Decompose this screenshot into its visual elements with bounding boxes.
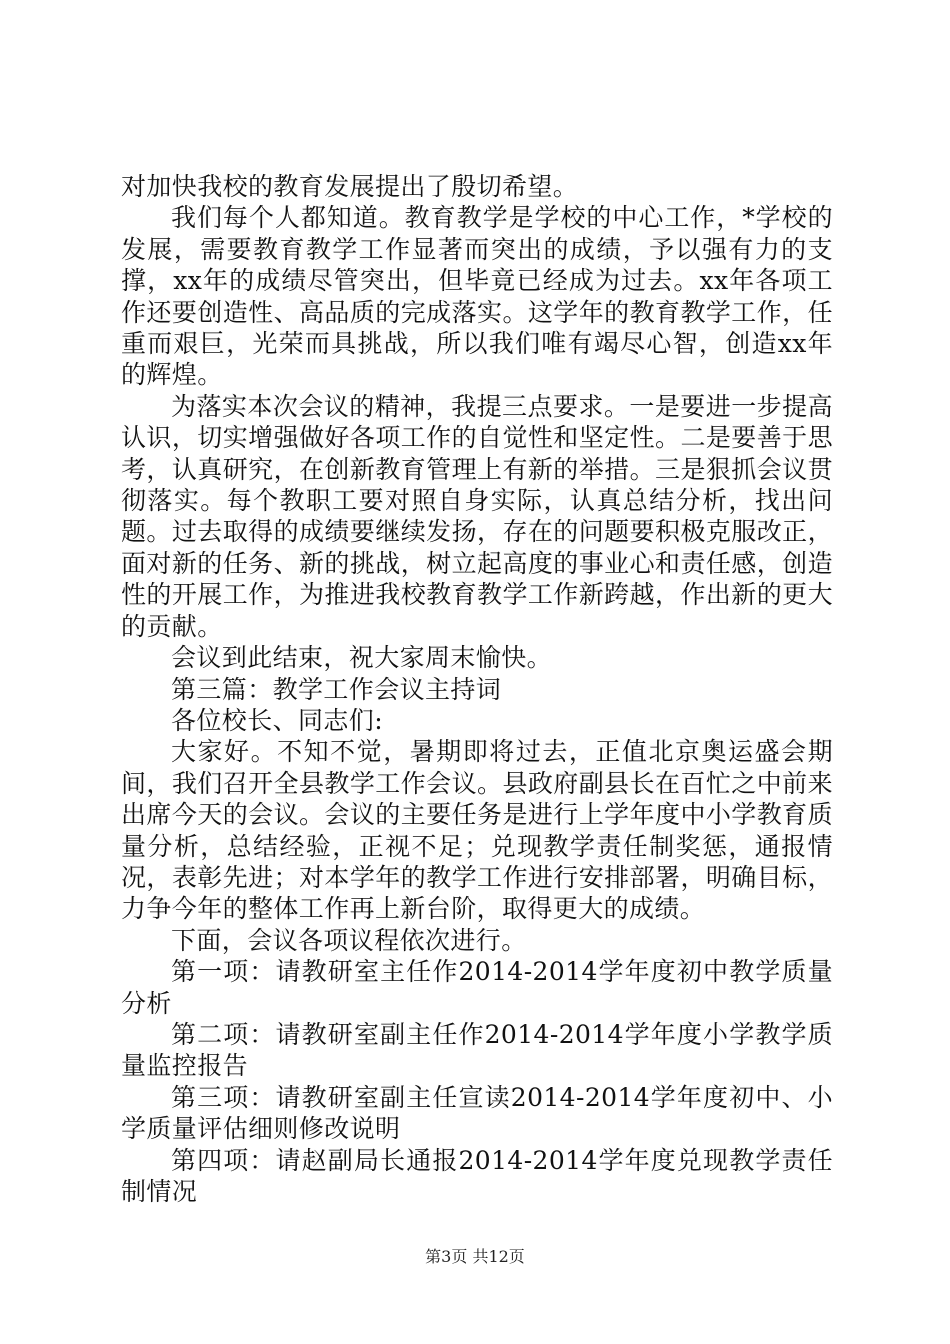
paragraph-1: 对加快我校的教育发展提出了殷切希望。 <box>121 172 579 201</box>
agenda-item-3: 第三项：请教研室副主任宣读2014-2014学年度初中、小学质量评估细则修改说明 <box>121 1082 833 1144</box>
paragraph-8: 下面，会议各项议程依次进行。 <box>171 925 527 955</box>
agenda-item-2: 第二项：请教研室副主任作2014-2014学年度小学教学质量监控报告 <box>121 1019 833 1081</box>
paragraph-2: 我们每个人都知道。教育教学是学校的中心工作，*学校的发展，需要教育教学工作显著而突出的成绩，予以强有力的支撑，xx年的成绩尽管突出，但毕竟已经成为过去。xx年各项工作还要创造性、高品质的完成落实。这学年的教育教学工作，任重而艰巨，光荣而具挑战，所以我们唯有竭尽心智，创造xx年的辉煌。 <box>121 203 833 390</box>
agenda-item-1: 第一项：请教研室主任作2014-2014学年度初中教学质量分析 <box>121 957 833 1018</box>
paragraph-7: 大家好。不知不觉，暑期即将过去，正值北京奥运盛会期间，我们召开全县教学工作会议。县政府副县长在百忙之中前来出席今天的会议。会议的主要任务是进行上学年度中小学教育质量分析，总结经验，正视不足；兑现教学责任制奖惩，通报情况，表彰先进；对本学年的教学工作进行安排部署，明确目标，力争今年的整体工作再上新台阶，取得更大的成绩。 <box>121 737 833 924</box>
section-heading: 第三篇：教学工作会议主持词 <box>171 674 502 704</box>
paragraph-3: 为落实本次会议的精神，我提三点要求。一是要进一步提高认识，切实增强做好各项工作的自觉性和坚定性。二是要善于思考，认真研究，在创新教育管理上有新的举措。三是狠抓会议贯彻落实。每个教职工要对照自身实际，认真总结分析，找出问题。过去取得的成绩要继续发扬，存在的问题要积极克服改正，面对新的任务、新的挑战，树立起高度的事业心和责任感，创造性的开展工作，为推进我校教育教学工作新跨越，作出新的更大的贡献。 <box>121 391 833 641</box>
document-body <box>121 171 833 1207</box>
page-number-footer: 第3页 共12页 <box>425 1247 525 1266</box>
paragraph-4: 会议到此结束，祝大家周末愉快。 <box>171 643 553 673</box>
salutation: 各位校长、同志们: <box>171 705 384 735</box>
agenda-item-4: 第四项：请赵副局长通报2014-2014学年度兑现教学责任制情况 <box>121 1145 833 1206</box>
